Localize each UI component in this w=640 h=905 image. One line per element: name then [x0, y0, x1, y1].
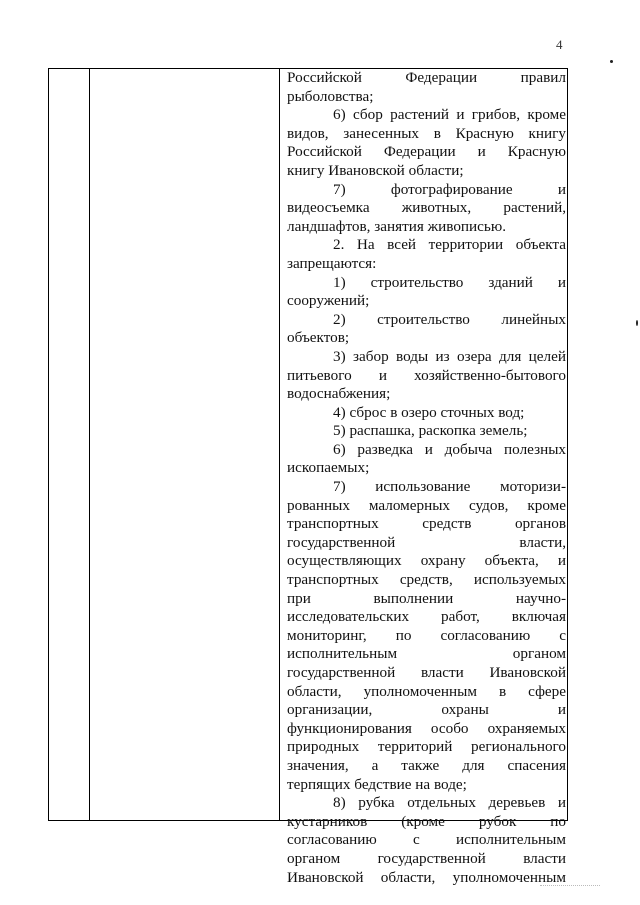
text-line: 2) строительство линейных — [333, 310, 566, 328]
text-line: природных территорий регионального — [287, 738, 566, 756]
text-line: рыболовства; — [287, 87, 374, 105]
text-line: рованных маломерных судов, кроме — [287, 496, 566, 514]
text-line: 1) строительство зданий и — [333, 273, 566, 291]
table-cell-text — [287, 69, 566, 886]
text-line: мониторинг, по согласованию с — [287, 626, 566, 644]
text-line: осуществляющих охрану объекта, и — [287, 552, 566, 570]
table-column-divider — [89, 69, 90, 820]
document-table — [48, 68, 568, 886]
text-line: сооружений; — [287, 292, 370, 310]
text-line: 6) сбор растений и грибов, кроме — [333, 106, 566, 124]
text-line: 4) сброс в озеро сточных вод; — [333, 403, 525, 421]
text-line: Российской Федерации и Красную — [287, 143, 566, 161]
scan-mark — [540, 885, 600, 886]
text-line: 8) рубка отдельных деревьев и — [333, 794, 566, 812]
text-line: 6) разведка и добыча полезных — [333, 440, 566, 458]
text-line: 7) фотографирование и — [333, 180, 566, 198]
text-line: видеосъемка животных, растений, — [287, 199, 566, 217]
text-line: ландшафтов, занятия живописью. — [287, 217, 506, 235]
text-line: государственной власти Ивановской — [287, 664, 566, 681]
text-line: терпящих бедствие на воде; — [287, 775, 467, 793]
text-line: 3) забор воды из озера для целей — [333, 347, 566, 365]
text-line: книгу Ивановской области; — [287, 161, 464, 179]
text-line: кустарников (кроме рубок по — [287, 812, 566, 830]
text-line: органом государственной власти — [287, 849, 566, 867]
text-line: значения, а также для спасения — [287, 756, 566, 774]
text-line: при выполнении научно- — [287, 589, 566, 607]
text-line: согласованию с исполнительным — [287, 831, 566, 849]
text-line: 2. На всей территории объекта — [333, 236, 566, 254]
text-line: организации, охраны и — [287, 701, 566, 719]
text-line: исследовательских работ, включая — [287, 608, 566, 626]
table-column-divider — [279, 69, 280, 820]
text-line: транспортных средств органов — [287, 515, 566, 533]
text-line: исполнительным органом — [287, 645, 566, 663]
scan-speck — [636, 320, 638, 326]
scan-speck — [610, 60, 613, 63]
page-number: 4 — [556, 37, 563, 52]
text-line: области, уполномоченным в сфере — [287, 682, 566, 700]
text-line: запрещаются: — [287, 254, 377, 272]
text-line: государственной власти, — [287, 533, 566, 551]
text-line: Российской Федерации правил — [287, 69, 566, 86]
text-line: объектов; — [287, 329, 350, 347]
text-line: 5) распашка, раскопка земель; — [333, 422, 528, 440]
text-line: 7) использование моторизи- — [333, 478, 566, 496]
text-line: водоснабжения; — [287, 385, 391, 403]
text-line: транспортных средств, используемых — [287, 571, 566, 589]
text-line: видов, занесенных в Красную книгу — [287, 124, 566, 142]
text-line: ископаемых; — [287, 459, 370, 477]
text-line: питьевого и хозяйственно-бытового — [287, 366, 566, 384]
text-line: Ивановской области, уполномоченным — [287, 868, 566, 886]
text-line: функционирования особо охраняемых — [287, 719, 566, 737]
